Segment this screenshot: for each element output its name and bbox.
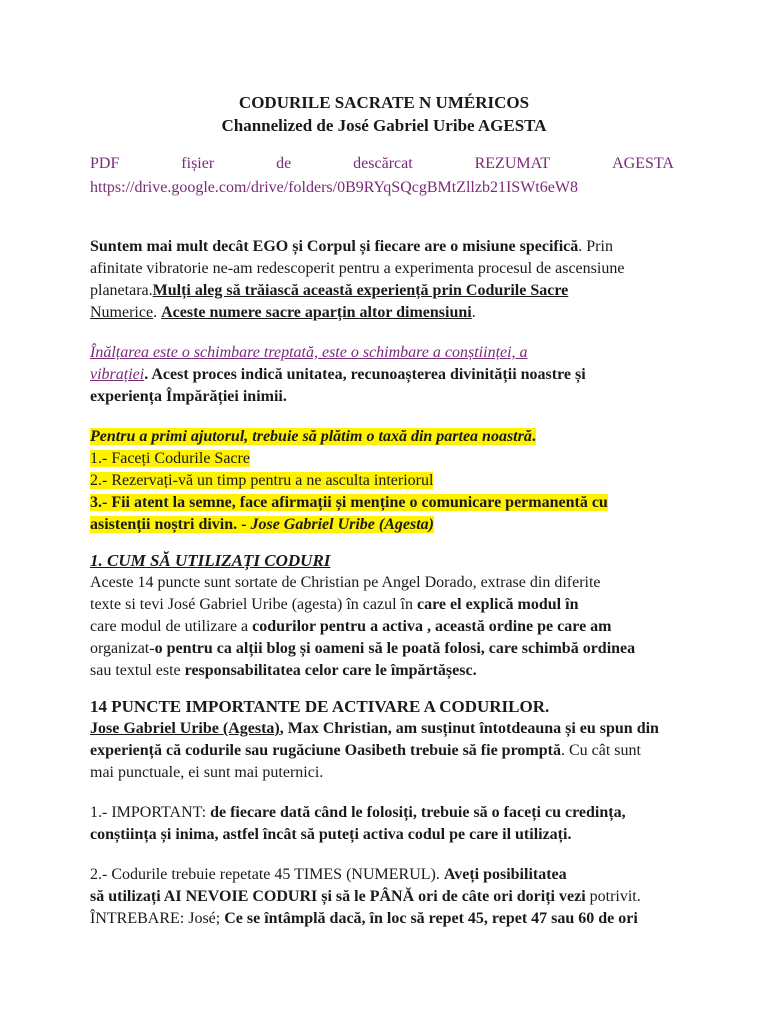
intro-line-4: Numerice. Aceste numere sacre aparțin altor dimensiuni. [90,304,476,321]
section-2-line-1: Jose Gabriel Uribe (Agesta), Max Christian, am susținut întotdeauna și eu spun din [90,720,659,737]
point-2-line-1: 2.- Codurile trebuie repetate 45 TIMES (NUMERUL). Aveți posibilitatea [90,866,567,883]
quote-line-1: Înălțarea este o schimbare treptată, este o schimbare a conștiinței, a [90,344,528,361]
point-1-line-1: 1.- IMPORTANT: de fiecare dată când le folosiți, trebuie să o faceți cu credința, [90,804,626,821]
document-title: CODURILE SACRATE N UMÉRICOS [238,93,530,112]
quote-line-3: experiența Împărăției inimii. [90,388,287,405]
quote-line-2: vibrației. Acest proces indică unitatea, recunoașterea divinității noastre și [90,366,586,383]
section-1-line-3: care modul de utilizare a codurilor pentru a activa , această ordine pe care am [90,618,612,635]
point-1-line-2: conștiința și inima, astfel încât să puteți activa codul pe care il utilizați. [90,826,572,843]
fee-heading: Pentru a primi ajutorul, trebuie să plătim o taxă din partea noastră. [90,428,536,445]
download-word: REZUMAT [474,155,551,172]
section-2-line-2: experiență că codurile sau rugăciune Oasibeth trebuie să fie promptă. Cu cât sunt [90,742,641,759]
intro-line-1: Suntem mai mult decât EGO și Corpul și fiecare are o misiune specifică. Prin [90,238,613,255]
intro-line-3: planetara.Mulți aleg să trăiască această experiență prin Codurile Sacre [90,282,569,299]
fee-item-2: 2.- Rezervați-vă un timp pentru a ne asculta interiorul [90,472,434,489]
download-word: de [276,155,292,172]
download-word: fișier [181,155,215,172]
fee-item-3-cont: asistenții noștri divin. - Jose Gabriel Uribe (Agesta) [90,516,434,533]
fee-item-3: 3.- Fii atent la semne, face afirmații și menține o comunicare permanentă cu [90,494,608,511]
section-1-heading: 1. CUM SĂ UTILIZAȚI CODURI [90,551,331,570]
section-1-line-2: texte si tevi José Gabriel Uribe (agesta) în cazul în care el explică modul în [90,596,579,613]
download-word: descărcat [353,155,413,172]
point-2-line-3: ÎNTREBARE: José; Ce se întâmplă dacă, în loc să repet 45, repet 47 sau 60 de ori [90,910,638,927]
download-link[interactable]: https://drive.google.com/drive/folders/0B9RYqSQcgBMtZllzb21ISWt6eW8 [90,179,578,196]
point-2-line-2: să utilizați AI NEVOIE CODURI și să le PÂNĂ ori de câte ori doriți vezi potrivit. [90,888,641,905]
section-2-line-3: mai punctuale, ei sunt mai puternici. [90,764,324,781]
download-word: AGESTA [612,155,674,172]
section-1-line-1: Aceste 14 puncte sunt sortate de Christian pe Angel Dorado, extrase din diferite [90,574,601,591]
download-line [90,155,674,173]
document-subtitle: Channelized de José Gabriel Uribe AGESTA [221,116,547,135]
download-word: PDF [90,155,120,172]
section-1-line-4: organizat-o pentru ca alții blog și oameni să le poată folosi, care schimbă ordinea [90,640,636,657]
fee-item-1: 1.- Faceți Codurile Sacre [90,450,250,467]
intro-line-2: afinitate vibratorie ne-am redescoperit pentru a experimenta procesul de ascensiune [90,260,625,277]
section-1-line-5: sau textul este responsabilitatea celor care le împărtășesc. [90,662,477,679]
section-2-heading: 14 PUNCTE IMPORTANTE DE ACTIVARE A CODURILOR. [90,697,550,716]
